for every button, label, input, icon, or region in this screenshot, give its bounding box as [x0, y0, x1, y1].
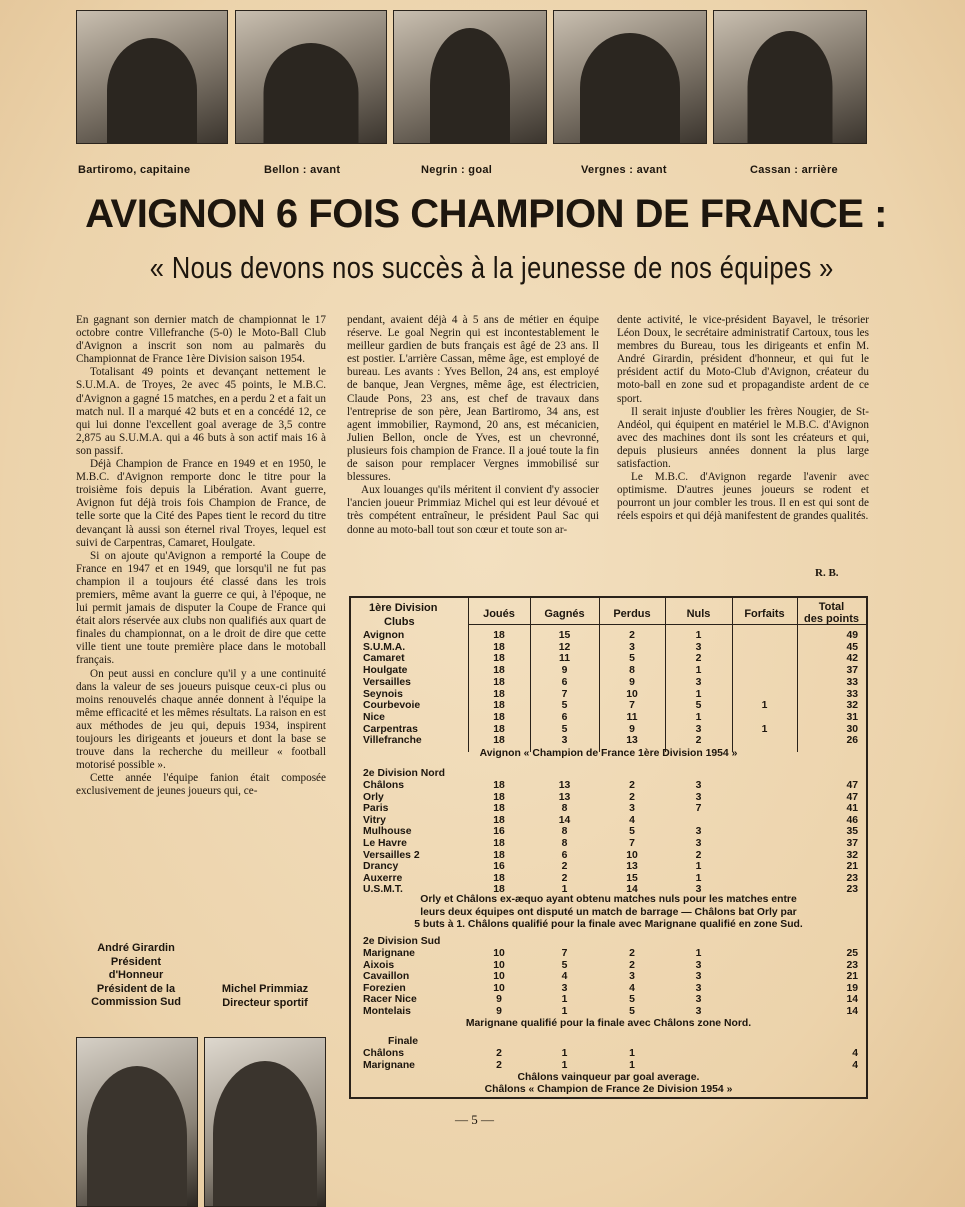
table-cell: 1 [761, 700, 768, 712]
table-cell: 8 [561, 826, 568, 838]
table-cell: 23 [846, 959, 858, 971]
table-cell: 9 [496, 994, 502, 1006]
paragraph: Il serait injuste d'oublier les frères Nougier, de St-Andéol, qui équipent en matériel le M.B.C. d'Avignon avec des machines dont ils sont les créateurs et qui, depuis plusieurs années donnent la plus large satisfaction. [617, 405, 869, 471]
table-cell: 9 [629, 723, 635, 735]
club-name: Châlons [363, 1048, 404, 1059]
signature-line: Président [110, 955, 162, 968]
header-forfaits: Forfaits [744, 608, 785, 620]
division-2-nord-note [351, 894, 866, 932]
note-line: leurs deux équipes ont disputé un match de barrage — Châlons bat Orly par [420, 906, 797, 918]
signature-line: d'Honneur [108, 969, 164, 981]
table-cell: 10 [493, 959, 505, 971]
table-cell: 1 [561, 1059, 568, 1071]
table-cell: 5 [629, 826, 635, 838]
table-cell: 1 [561, 994, 568, 1006]
table-cell: 2 [629, 959, 635, 971]
caption-bartiromo: Bartiromo, capitaine [78, 164, 191, 176]
table-cell: 3 [695, 971, 702, 983]
header-joues: Joués [483, 608, 515, 620]
table-cell: 1 [695, 948, 702, 959]
division-1-note: Avignon « Champion de France 1ère Division 1954 » [479, 748, 738, 759]
table-cell: 30 [846, 723, 858, 735]
table-cell: 21 [846, 971, 858, 983]
table-cell: 7 [561, 688, 568, 700]
table-cell: 10 [493, 948, 505, 959]
paragraph: Si on ajoute qu'Avignon a remporté la Coupe de France en 1947 et en 1949, que lorsqu'il ne fut pas champion il a toujours été classé dans les trois premiers, même avant la guerre ce qui, à l'époque, ne lui permit jamais de disputer la Coupe de France qui était alors réservée aux clubs non qualifiés aux quart de finales du championnat, on a le droit de dire que cette ville tient une toute première place dans le motoball français. [76, 549, 326, 667]
table-cell: 18 [493, 735, 505, 747]
header-nuls: Nuls [686, 608, 711, 620]
article-column-3 [617, 314, 869, 524]
table-cell: 5 [561, 723, 568, 735]
club-name: Camaret [363, 653, 405, 665]
table-cell: 37 [846, 665, 858, 677]
table-cell: 9 [496, 1006, 502, 1017]
table-cell: 33 [846, 676, 858, 688]
finale-title: Finale [388, 1036, 419, 1047]
club-name: S.U.M.A. [363, 641, 406, 653]
table-cell: 47 [846, 780, 858, 791]
club-name: Avignon [363, 630, 405, 641]
club-name: Orly [363, 791, 384, 803]
table-cell: 1 [629, 1059, 635, 1071]
headline: AVIGNON 6 FOIS CHAMPION DE FRANCE : [85, 192, 887, 236]
club-name: Versailles [363, 676, 411, 688]
table-cell: 4 [629, 814, 635, 826]
table-cell: 32 [846, 849, 858, 861]
table-cell: 1 [629, 1048, 635, 1059]
photo-bellon [235, 10, 387, 144]
paragraph: pendant, avaient déjà 4 à 5 ans de métier en équipe réserve. Le goal Negrin qui est incontestablement le meilleur gardien de buts français est âgé de 23 ans. Il est postier. L'arrière Cassan, même âge, est employé de bureau. Les avants : Yves Bellon, 24 ans, est employé de banque, Jean Vergnes, même âge, est électricien, Claude Pons, 23 ans, est chef de travaux dans l'entreprise de son père, Jean Bartiromo, 34 ans, est agent immobilier, Raymond, 20 ans, est mécanicien, Julien Bellon, oncle de Yves, est un chevronné, plusieurs fois champion de France. Il a joué toute la fin de saison pour remplacer Vergnes immobilisé sur blessures. [347, 314, 599, 484]
table-cell: 11 [559, 653, 570, 665]
table-cell: 46 [846, 814, 858, 826]
header-perdus: Perdus [613, 608, 651, 620]
author-initials: R. B. [815, 567, 839, 579]
table-cell: 35 [846, 826, 858, 838]
table-cell: 13 [626, 735, 638, 747]
club-name: Courbevoie [363, 700, 421, 712]
table-cell: 1 [695, 688, 702, 700]
club-name: Montelais [363, 1006, 411, 1017]
table-cell: 7 [561, 948, 568, 959]
table-cell: 3 [695, 884, 702, 896]
table-cell: 3 [629, 803, 635, 815]
table-cell: 1 [761, 723, 768, 735]
table-cell: 1 [561, 1048, 568, 1059]
signature-girardin [76, 942, 196, 1010]
table-cell: 32 [846, 700, 858, 712]
table-cell: 4 [852, 1048, 858, 1059]
club-name: Houlgate [363, 665, 408, 677]
page-number: — 5 — [455, 1112, 494, 1127]
signature-line: André Girardin [97, 942, 175, 954]
table-cell: 18 [493, 653, 505, 665]
paragraph: Totalisant 49 points et devançant nettement le S.U.M.A. de Troyes, 2e avec 45 points, le M.B.C. d'Avignon a gagné 15 matches, en a perdu 2 et a fait un match nul. Il a marqué 42 buts et en a concédé 12, ce qui lui donne l'excellent goal average de 3,5 contre 2,875 au S.U.M.A. qui a 46 buts à son actif mais 16 à son passif. [76, 366, 326, 457]
table-cell: 3 [695, 826, 702, 838]
table-cell: 10 [493, 982, 505, 994]
table-cell: 5 [695, 700, 702, 712]
table-cell: 4 [561, 971, 568, 983]
caption-negrin: Negrin : goal [421, 164, 493, 176]
table-cell: 4 [852, 1059, 858, 1071]
club-name: U.S.M.T. [363, 884, 403, 896]
table-cell: 3 [629, 971, 635, 983]
table-cell: 5 [561, 959, 568, 971]
table-cell: 15 [626, 872, 638, 884]
club-name: Vitry [363, 814, 386, 826]
table-cell: 12 [558, 641, 571, 653]
header-clubs: Clubs [384, 616, 415, 628]
header-total-points: des points [803, 613, 859, 625]
table-cell: 7 [629, 700, 635, 712]
club-name: Marignane [363, 948, 415, 959]
photo-negrin [393, 10, 547, 144]
table-cell: 18 [493, 814, 505, 826]
table-cell: 2 [561, 872, 568, 884]
table-cell: 18 [493, 711, 505, 723]
caption-vergnes: Vergnes : avant [581, 164, 667, 176]
table-cell: 23 [846, 884, 858, 896]
table-cell: 3 [695, 780, 702, 791]
table-cell: 8 [561, 803, 568, 815]
table-cell: 21 [846, 861, 858, 873]
photo-bartiromo [76, 10, 228, 144]
paragraph: Le M.B.C. d'Avignon regarde l'avenir avec optimisme. D'autres jeunes joueurs se rodent et pourront un jour combler les trous. Il en est qui sont de réels espoirs et qui déjà manifestent de grandes qualités. [617, 471, 869, 523]
photo-cassan [713, 10, 867, 144]
table-cell: 6 [561, 676, 568, 688]
note-line: 5 buts à 1. Châlons qualifié pour la finale avec Marignane qualifié en zone Sud. [414, 919, 803, 930]
table-cell: 13 [626, 861, 638, 873]
table-cell: 18 [493, 872, 505, 884]
table-cell: 18 [493, 803, 505, 815]
table-cell: 16 [493, 861, 505, 873]
club-name: Aixois [363, 959, 395, 971]
table-cell: 5 [629, 994, 635, 1006]
table-cell: 18 [493, 700, 505, 712]
table-cell: 7 [695, 803, 702, 815]
article-column-1 [76, 314, 326, 798]
table-cell: 31 [846, 711, 858, 723]
finale-note: Châlons vainqueur par goal average. [517, 1072, 700, 1083]
table-cell: 18 [493, 630, 505, 641]
table-cell: 25 [846, 948, 858, 959]
signature-line: Michel Primmiaz [221, 983, 309, 995]
club-name: Cavaillon [363, 971, 410, 983]
table-cell: 2 [695, 849, 702, 861]
table-cell: 2 [629, 791, 635, 803]
table-cell: 26 [846, 735, 858, 747]
table-cell: 3 [695, 641, 702, 653]
table-cell: 4 [629, 982, 635, 994]
table-cell: 11 [626, 711, 638, 723]
table-cell: 5 [561, 700, 568, 712]
table-cell: 14 [846, 1006, 858, 1017]
paragraph: Déjà Champion de France en 1949 et en 1950, le M.B.C. d'Avignon remporte donc le titre pour la troisième fois depuis la Libération. Avant guerre, Avignon fut déjà trois fois Champion de France, de telle sorte que la Cité des Papes tient le record du titre devançant là aussi son éternel rival Troyes, lequel est suivi de Carpentras, Camaret, Houlgate. [76, 458, 326, 549]
table-cell: 8 [561, 838, 568, 849]
table-cell: 18 [493, 676, 505, 688]
standings-table [349, 596, 868, 1099]
header-gagnes: Gagnés [544, 608, 585, 620]
table-cell: 1 [695, 861, 702, 873]
table-cell: 18 [493, 780, 505, 791]
table-cell: 3 [695, 982, 702, 994]
club-name: Châlons [363, 780, 404, 791]
paragraph: On peut aussi en conclure qu'il y a une continuité dans la valeur de ses joueurs puisque ceux-ci plus ou moins renouvelés chaque année donnent à l'équipe la même efficacité et les mêmes résultats. La raison en est aux méthodes de jeu qui, depuis 1934, inspirent toujours les dirigeants et joueurs et dont la base se trouve dans la recherche du meilleur « football motorisé possible ». [76, 667, 326, 772]
table-cell: 49 [846, 630, 858, 641]
table-cell: 15 [558, 630, 571, 641]
photo-primmiaz [204, 1037, 326, 1207]
subheadline: « Nous devons nos succès à la jeunesse de nos équipes » [149, 250, 834, 285]
table-cell: 3 [561, 982, 568, 994]
table-cell: 16 [493, 826, 505, 838]
table-cell: 3 [629, 641, 635, 653]
table-cell: 3 [695, 838, 702, 849]
table-cell: 5 [629, 1006, 635, 1017]
table-cell: 9 [561, 665, 568, 677]
table-cell: 3 [695, 676, 702, 688]
table-cell: 2 [561, 861, 568, 873]
header-division: 1ère Division [369, 602, 438, 614]
club-name: Versailles 2 [363, 849, 420, 861]
paragraph: dente activité, le vice-président Bayavel, le trésorier Léon Doux, le secrétaire administratif Cartoux, tous les membres du Bureau, tous les dirigeants et enfin M. André Girardin, président d'honneur, et qui fut le président actif du Moto-Club d'Avignon, créateur du moto-ball en zone sud et propagandiste ardent de ce sport. [617, 314, 869, 405]
table-cell: 18 [493, 838, 505, 849]
table-cell: 1 [695, 665, 702, 677]
table-cell: 2 [629, 780, 635, 791]
table-cell: 3 [695, 1006, 702, 1017]
table-cell: 42 [846, 653, 858, 665]
table-cell: 33 [846, 688, 858, 700]
table-cell: 10 [626, 849, 638, 861]
paragraph: Cette année l'équipe fanion était composée exclusivement de jeunes joueurs qui, ce- [76, 772, 326, 798]
caption-cassan: Cassan : arrière [750, 164, 838, 176]
paragraph: Aux louanges qu'ils méritent il convient d'y associer l'ancien joueur Primmiaz Michel qui est leur dévoué et très compétent entraîneur, le président Paul Sac qui donne au moto-ball tout son cœur et toute son ar- [347, 484, 599, 536]
table-cell: 10 [626, 688, 638, 700]
caption-bellon: Bellon : avant [264, 164, 341, 176]
table-cell: 14 [558, 814, 571, 826]
signature-line: Président de la [96, 982, 176, 995]
signature-primmiaz [204, 983, 326, 1010]
table-cell: 1 [695, 872, 702, 884]
club-name: Racer Nice [363, 994, 417, 1006]
table-cell: 18 [493, 884, 505, 896]
table-cell: 2 [496, 1048, 502, 1059]
division-2-sud-note: Marignane qualifié pour la finale avec Châlons zone Nord. [465, 1018, 752, 1029]
club-name: Mulhouse [363, 826, 412, 838]
table-cell: 3 [695, 959, 702, 971]
table-cell: 37 [846, 838, 858, 849]
signature-line: Commission Sud [91, 996, 181, 1008]
table-cell: 41 [846, 803, 858, 815]
table-cell: 3 [695, 791, 702, 803]
signature-line: Directeur sportif [222, 996, 308, 1009]
table-cell: 14 [626, 884, 638, 896]
header-total: Total [818, 601, 845, 613]
table-cell: 47 [846, 791, 858, 803]
table-cell: 2 [496, 1059, 502, 1071]
table-cell: 18 [493, 688, 505, 700]
club-name: Drancy [363, 861, 399, 873]
table-cell: 2 [629, 630, 635, 641]
table-cell: 3 [561, 735, 568, 747]
table-cell: 10 [493, 971, 505, 983]
club-name: Villefranche [363, 735, 422, 747]
table-cell: 6 [561, 711, 568, 723]
table-cell: 1 [561, 1006, 568, 1017]
club-name: Marignane [363, 1059, 415, 1071]
division-2-sud-title: 2e Division Sud [363, 936, 441, 947]
club-name: Paris [363, 803, 389, 815]
table-cell: 13 [558, 780, 571, 791]
finale-champion-note: Châlons « Champion de France 2e Division 1954 » [484, 1084, 733, 1095]
table-cell: 45 [846, 641, 858, 653]
club-name: Nice [363, 711, 385, 723]
table-cell: 8 [629, 665, 635, 677]
club-name: Le Havre [363, 838, 407, 849]
club-name: Forezien [363, 982, 406, 994]
table-cell: 6 [561, 849, 568, 861]
table-cell: 18 [493, 665, 505, 677]
club-name: Auxerre [363, 872, 403, 884]
table-cell: 18 [493, 849, 505, 861]
table-cell: 18 [493, 641, 505, 653]
table-cell: 23 [846, 872, 858, 884]
table-cell: 18 [493, 723, 505, 735]
article-column-2 [347, 314, 599, 537]
note-line: Orly et Châlons ex-æquo ayant obtenu matches nuls pour les matches entre [420, 894, 797, 905]
club-name: Seynois [363, 688, 403, 700]
table-cell: 2 [629, 948, 635, 959]
table-cell: 1 [695, 630, 702, 641]
division-2-nord-title: 2e Division Nord [363, 768, 445, 779]
photo-girardin [76, 1037, 198, 1207]
table-cell: 13 [558, 791, 571, 803]
table-cell: 1 [695, 711, 702, 723]
table-cell: 14 [846, 994, 858, 1006]
table-cell: 2 [695, 653, 702, 665]
table-cell: 1 [561, 884, 568, 896]
table-cell: 18 [493, 791, 505, 803]
table-cell: 3 [695, 723, 702, 735]
club-name: Carpentras [363, 723, 418, 735]
paragraph: En gagnant son dernier match de championnat le 17 octobre contre Villefranche (5-0) le Moto-Ball Club d'Avignon a inscrit son nom au palmarès du Championnat de France 1ère Division saison 1954. [76, 314, 326, 366]
photo-vergnes [553, 10, 707, 144]
table-cell: 7 [629, 838, 635, 849]
table-cell: 9 [629, 676, 635, 688]
table-cell: 3 [695, 994, 702, 1006]
table-cell: 5 [629, 653, 635, 665]
table-cell: 2 [695, 735, 702, 747]
table-cell: 19 [846, 982, 858, 994]
